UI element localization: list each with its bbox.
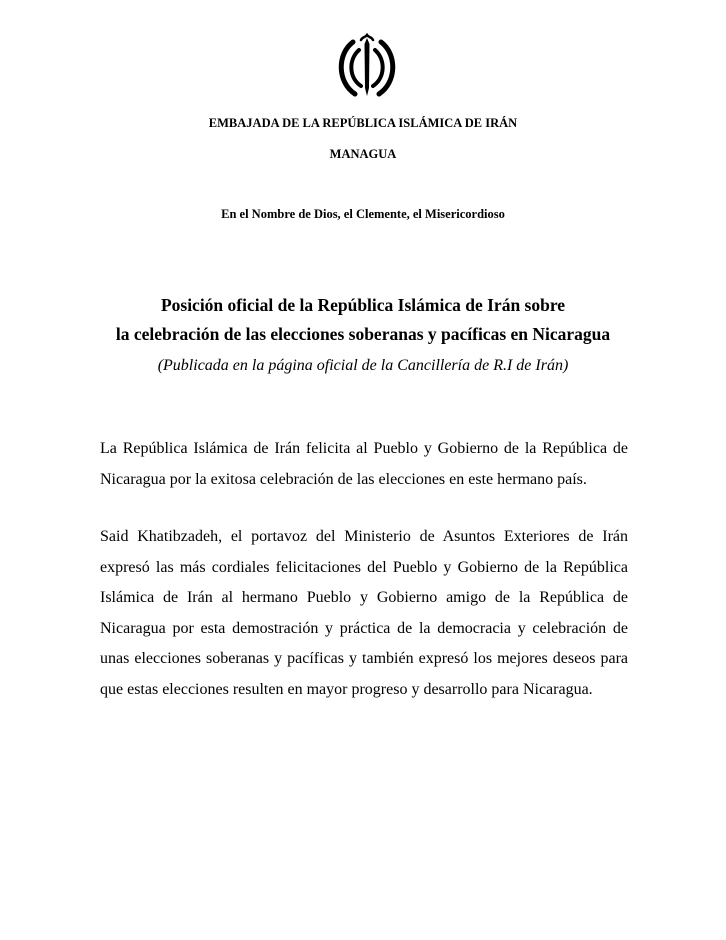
city-heading: MANAGUA xyxy=(329,147,397,161)
title-line-1: Posición oficial de la República Islámica de Irán sobre xyxy=(160,295,566,315)
body-paragraph-2: Said Khatibzadeh, el portavoz del Ministerio de Asuntos Exteriores de Irán expresó las más cordiales felicitaciones del Pueblo y Gobierno de la República Islámica de Irán al hermano Pueblo y Gobierno amigo de la República de Nicaragua por esta demostración y práctica de la democracia y celebración de unas elecciones soberanas y pacíficas y también expresó los mejores deseos para que estas elecciones resulten en mayor progreso y desarrollo para Nicaragua. xyxy=(100,528,628,698)
invocation-line: En el Nombre de Dios, el Clemente, el Misericordioso xyxy=(221,207,505,221)
iran-emblem-icon xyxy=(331,30,403,102)
title-line-2: la celebración de las elecciones soberanas y pacíficas en Nicaragua xyxy=(115,324,611,344)
body-paragraph-1: La República Islámica de Irán felicita al Pueblo y Gobierno de la República de Nicaragua por la exitosa celebración de las elecciones en este hermano país. xyxy=(100,440,628,488)
embassy-heading: EMBAJADA DE LA REPÚBLICA ISLÁMICA DE IRÁN xyxy=(208,116,518,130)
subtitle: (Publicada en la página oficial de la Cancillería de R.I de Irán) xyxy=(157,357,569,374)
